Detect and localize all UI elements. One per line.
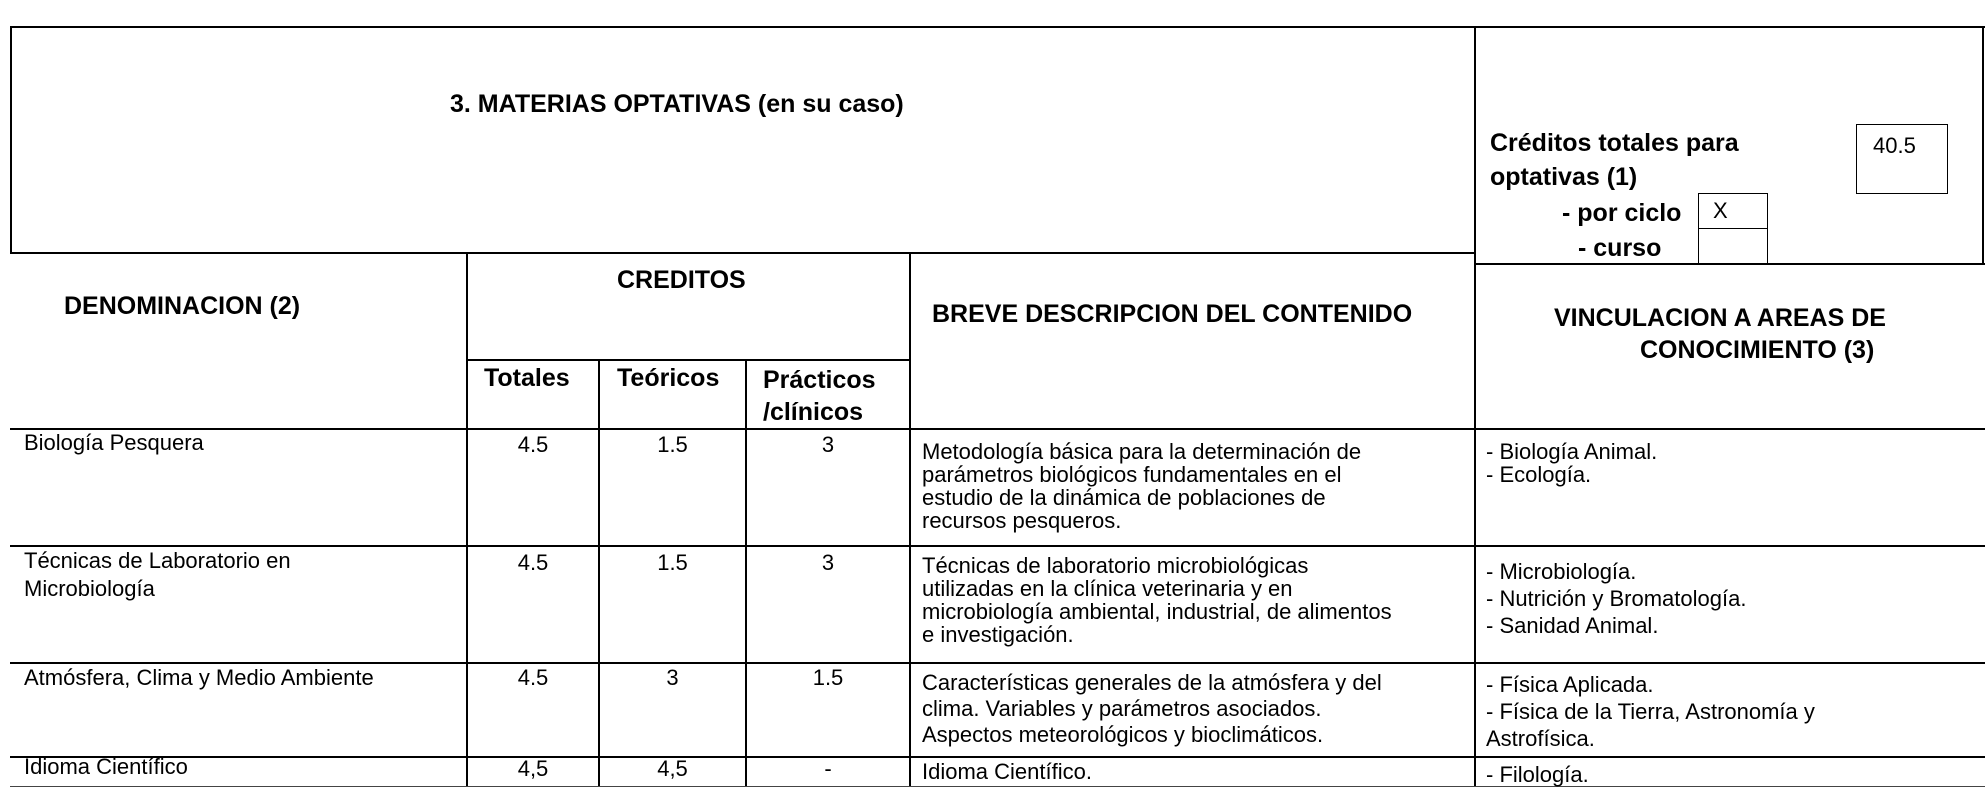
frame-right — [1982, 26, 1984, 264]
header-practicos-line2: /clínicos — [763, 398, 864, 426]
row-area: - Ecología. — [1486, 462, 1592, 487]
row-descripcion: Metodología básica para la determinación de — [922, 439, 1362, 464]
row-area: - Biología Animal. — [1486, 439, 1658, 464]
col-line-denominacion — [466, 254, 468, 786]
por-ciclo-label: - por ciclo — [1562, 199, 1682, 227]
frame-top — [10, 26, 1985, 28]
credits-label-line2: optativas (1) — [1490, 163, 1638, 191]
curso-value — [1698, 228, 1768, 264]
credits-label-line1: Créditos totales para — [1490, 129, 1739, 157]
section-title: 3. MATERIAS OPTATIVAS (en su caso) — [450, 90, 904, 118]
row-line-1 — [10, 545, 1985, 547]
row-descripcion: utilizadas en la clínica veterinaria y en — [922, 576, 1293, 601]
row-area: - Física de la Tierra, Astronomía y — [1486, 699, 1815, 724]
row-area: - Nutrición y Bromatología. — [1486, 586, 1747, 611]
row-descripcion: microbiología ambiental, industrial, de alimentos — [922, 599, 1392, 624]
row-name: Biología Pesquera — [24, 430, 204, 455]
curso-label: - curso — [1578, 234, 1662, 262]
row-teoricos: 4,5 — [657, 756, 688, 781]
header-totales: Totales — [484, 364, 570, 392]
row-descripcion: clima. Variables y parámetros asociados. — [922, 696, 1322, 721]
col-line-creditos-right — [909, 254, 911, 786]
row-descripcion: Idioma Científico. — [922, 759, 1092, 784]
header-vinculacion-line1: VINCULACION A AREAS DE — [1554, 304, 1886, 332]
title-bottom-line — [10, 252, 1475, 254]
header-teoricos: Teóricos — [617, 364, 720, 392]
row-practicos: 3 — [821, 550, 835, 575]
row-practicos: 3 — [821, 432, 835, 457]
row-totales: 4.5 — [517, 432, 549, 457]
row-descripcion: estudio de la dinámica de poblaciones de — [922, 485, 1326, 510]
row-area: - Filología. — [1486, 762, 1589, 787]
frame-left — [10, 26, 12, 253]
row-name: Microbiología — [24, 576, 155, 601]
header-creditos: CREDITOS — [617, 266, 746, 294]
row-area: Astrofísica. — [1486, 726, 1595, 751]
header-practicos-line1: Prácticos — [763, 366, 876, 394]
header-vinculacion-line2: CONOCIMIENTO (3) — [1640, 336, 1875, 364]
title-right-line — [1474, 26, 1476, 786]
row-teoricos: 1.5 — [657, 432, 688, 457]
row-area: - Microbiología. — [1486, 559, 1637, 584]
row-descripcion: recursos pesqueros. — [922, 508, 1122, 533]
row-teoricos: 1.5 — [657, 550, 688, 575]
row-practicos: - — [824, 756, 832, 781]
row-name: Atmósfera, Clima y Medio Ambiente — [24, 665, 374, 690]
row-teoricos: 3 — [666, 665, 679, 690]
row-descripcion: Características generales de la atmósfera y del — [922, 670, 1382, 695]
header-descripcion: BREVE DESCRIPCION DEL CONTENIDO — [932, 300, 1413, 328]
row-line-0 — [10, 428, 1985, 430]
row-totales: 4.5 — [517, 665, 549, 690]
por-ciclo-value: X — [1698, 193, 1768, 229]
row-totales: 4,5 — [517, 756, 549, 781]
row-name: Técnicas de Laboratorio en — [24, 548, 291, 573]
row-descripcion: Aspectos meteorológicos y bioclimáticos. — [922, 722, 1324, 747]
row-line-4 — [10, 786, 1985, 787]
row-area: - Física Aplicada. — [1486, 672, 1654, 697]
row-practicos: 1.5 — [812, 665, 844, 690]
creditos-subheader-line — [466, 359, 910, 361]
row-name: Idioma Científico — [24, 754, 188, 779]
row-area: - Sanidad Animal. — [1486, 613, 1659, 638]
credits-total-value: 40.5 — [1856, 124, 1948, 194]
header-denominacion: DENOMINACION (2) — [64, 292, 301, 320]
row-descripcion: e investigación. — [922, 622, 1074, 647]
row-descripcion: Técnicas de laboratorio microbiológicas — [922, 553, 1309, 578]
row-descripcion: parámetros biológicos fundamentales en el — [922, 462, 1342, 487]
row-totales: 4.5 — [517, 550, 549, 575]
